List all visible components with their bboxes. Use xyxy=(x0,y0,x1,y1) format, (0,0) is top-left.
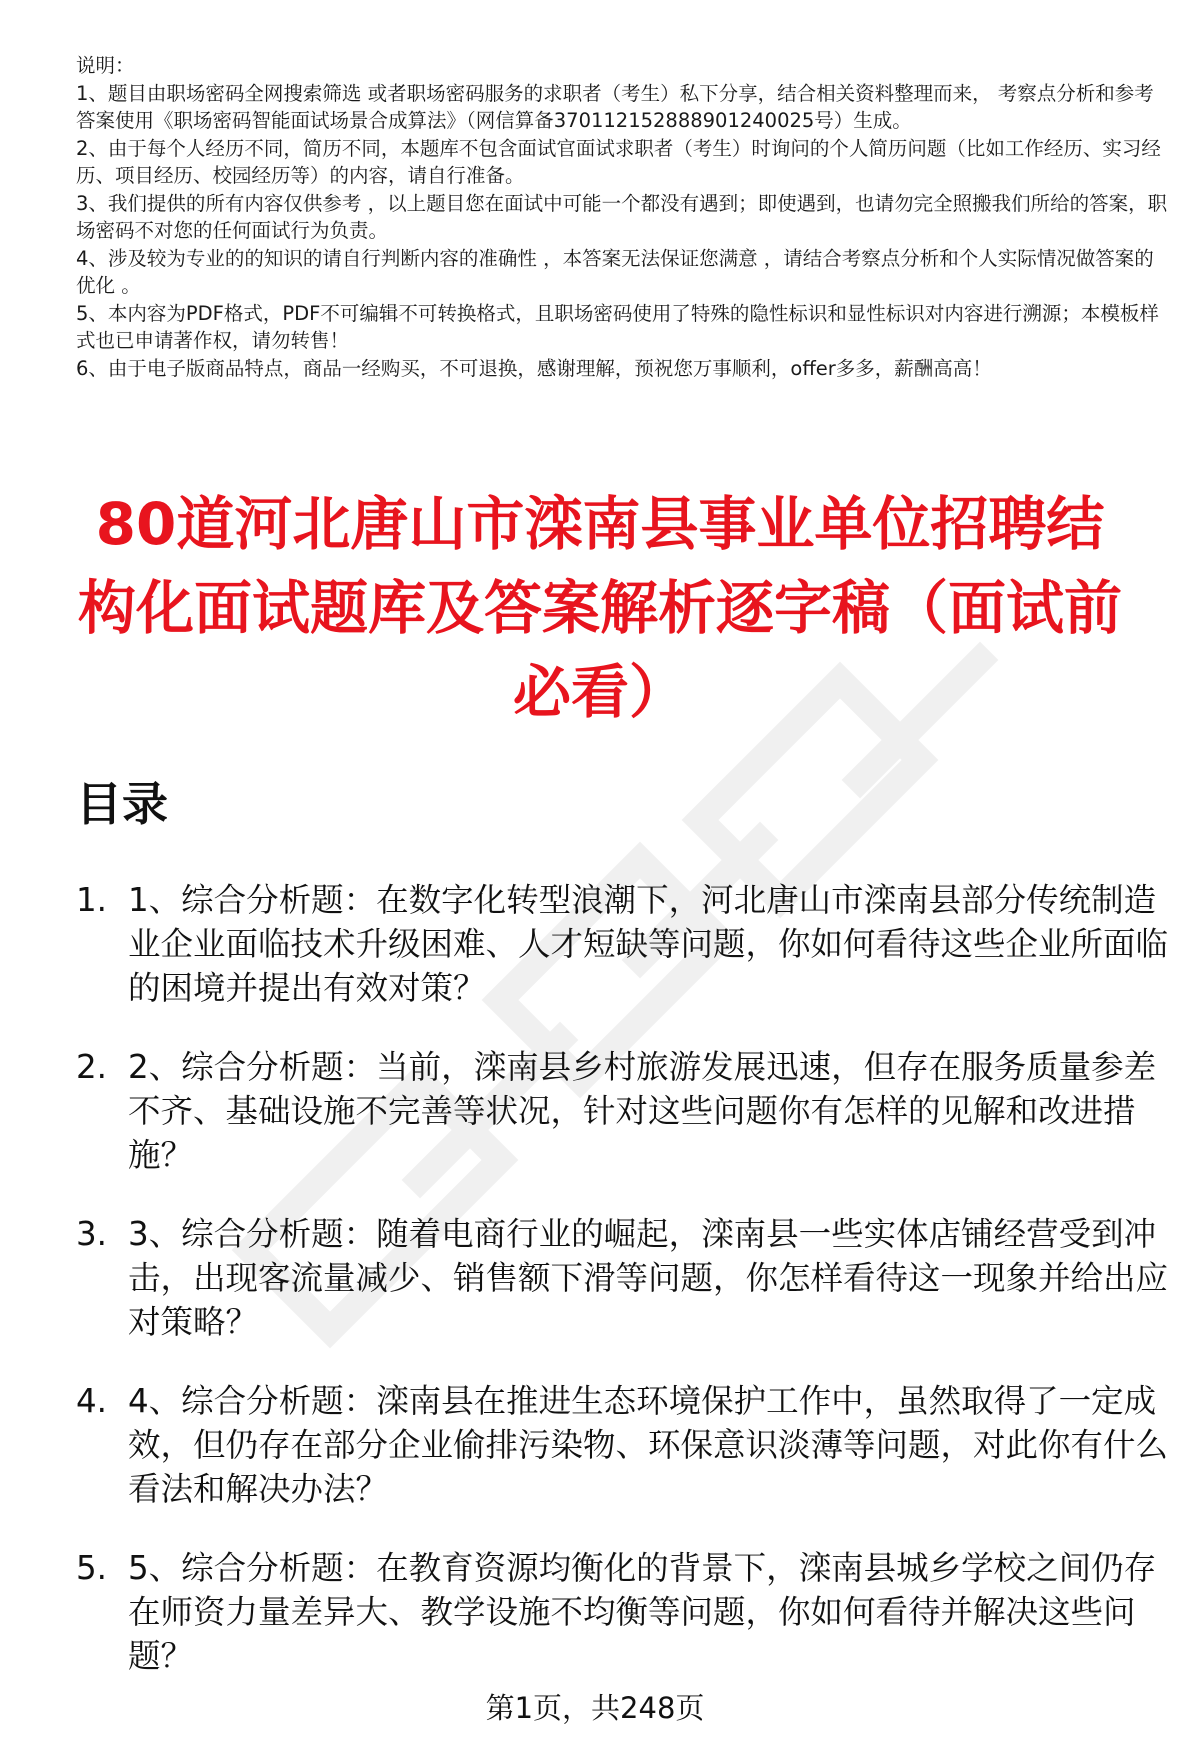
note-item: 6、由于电子版商品特点，商品一经购买，不可退换，感谢理解，预祝您万事顺利，offer多多，薪酬高高！ xyxy=(76,356,992,380)
toc-item-text[interactable]: 1、综合分析题：在数字化转型浪潮下，河北唐山市滦南县部分传统制造业企业面临技术升级困难、人才短缺等问题，你如何看待这些企业所面临的困境并提出有效对策？ xyxy=(128,881,1169,1007)
page-number-footer: 第1页，共248页 xyxy=(485,1691,705,1725)
toc-item-text[interactable]: 3、综合分析题：随着电商行业的崛起，滦南县一些实体店铺经营受到冲击，出现客流量减少、销售额下滑等问题，你怎样看待这一现象并给出应对策略？ xyxy=(128,1215,1169,1341)
toc-item-text[interactable]: 4、综合分析题：滦南县在推进生态环境保护工作中，虽然取得了一定成效，但仍存在部分企业偷排污染物、环保意识淡薄等问题，对此你有什么看法和解决办法？ xyxy=(128,1382,1169,1508)
toc-item-number: 1. xyxy=(76,881,108,919)
note-item: 3、我们提供的所有内容仅供参考 ，以上题目您在面试中可能一个都没有遇到；即使遇到，也请勿完全照搬我们所给的答案，职场密码不对您的任何面试行为负责。 xyxy=(76,191,1168,242)
toc-item-text[interactable]: 5、综合分析题：在教育资源均衡化的背景下，滦南县城乡学校之间仍存在师资力量差异大、教学设施不均衡等问题，你如何看待并解决这些问题？ xyxy=(128,1549,1157,1675)
toc-item[interactable] xyxy=(76,878,1176,1010)
toc-item-number: 3. xyxy=(76,1215,108,1253)
note-item: 1、题目由职场密码全网搜索筛选 或者职场密码服务的求职者（考生）私下分享，结合相关资料整理而来， 考察点分析和参考答案使用《职场密码智能面试场景合成算法》（网信算备370112152888901240025号）生成。 xyxy=(76,81,1154,132)
note-item: 2、由于每个人经历不同，简历不同，本题库不包含面试官面试求职者（考生）时询问的个人简历问题（比如工作经历、实习经历、项目经历、校园经历等）的内容，请自行准备。 xyxy=(76,136,1161,187)
toc-item[interactable] xyxy=(76,1045,1176,1177)
toc-list xyxy=(76,878,1176,1713)
note-item: 4、涉及较为专业的的知识的请自行判断内容的准确性 ，本答案无法保证您满意 ，请结合考察点分析和个人实际情况做答案的优化 。 xyxy=(76,246,1154,297)
toc-heading: 目录 xyxy=(76,777,168,831)
toc-item-number: 5. xyxy=(76,1549,108,1587)
notes-heading: 说明： xyxy=(76,54,135,77)
toc-item-number: 4. xyxy=(76,1382,108,1420)
toc-item-number: 2. xyxy=(76,1048,108,1086)
toc-item[interactable] xyxy=(76,1212,1176,1344)
toc-item-text[interactable]: 2、综合分析题：当前，滦南县乡村旅游发展迅速，但存在服务质量参差不齐、基础设施不完善等状况，针对这些问题你有怎样的见解和改进措施？ xyxy=(128,1048,1157,1174)
note-item: 5、本内容为PDF格式，PDF不可编辑不可转换格式，且职场密码使用了特殊的隐性标识和显性标识对内容进行溯源；本模板样式也已申请著作权，请勿转售！ xyxy=(76,301,1159,352)
toc-item[interactable] xyxy=(76,1379,1176,1511)
document-title: 80道河北唐山市滦南县事业单位招聘结构化面试题库及答案解析逐字稿（面试前必看） xyxy=(77,490,1122,726)
disclaimer-notes xyxy=(76,52,1172,382)
toc-item[interactable] xyxy=(76,1546,1176,1678)
